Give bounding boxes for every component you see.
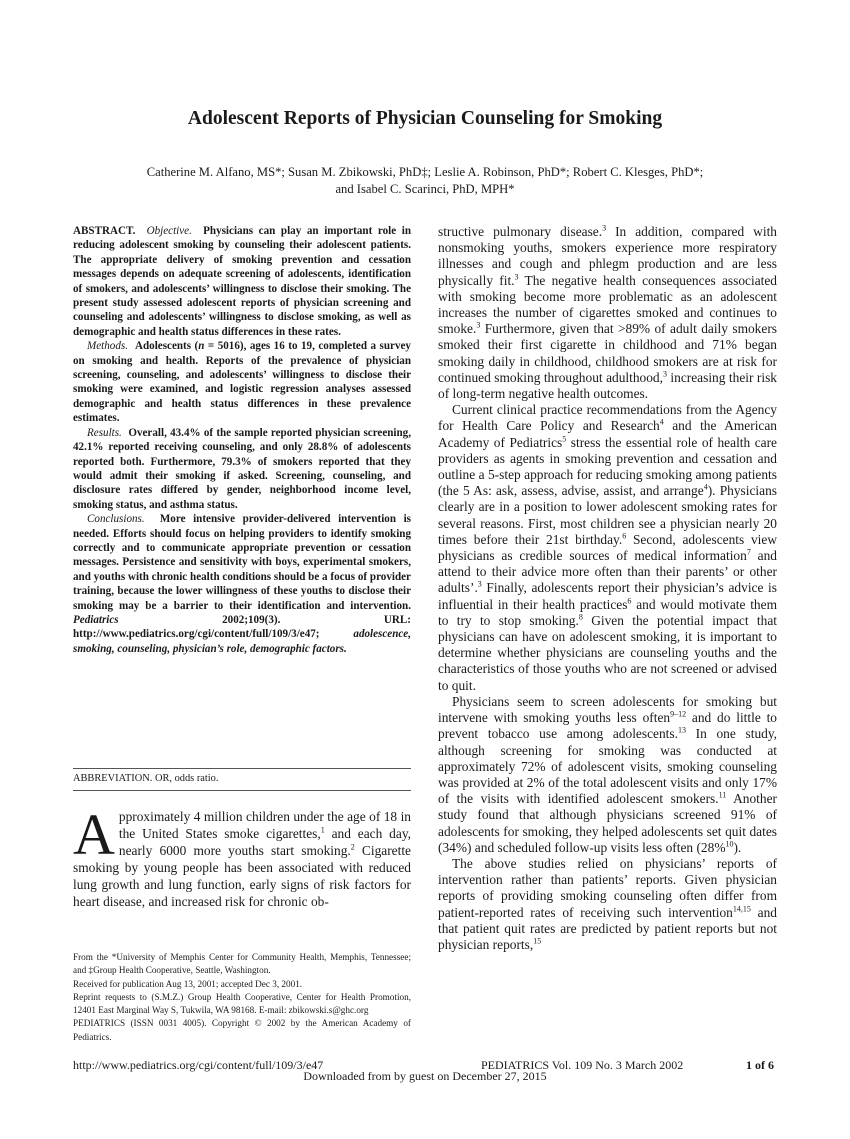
- abstract-conclusions: [73, 512, 411, 656]
- objective-label: Objective.: [146, 225, 192, 237]
- reference-marker: 13: [677, 725, 686, 735]
- reference-marker: 15: [533, 936, 542, 946]
- reference-marker: 8: [578, 612, 583, 622]
- abstract-heading: ABSTRACT.: [73, 225, 136, 237]
- methods-n: n: [198, 340, 205, 353]
- abbreviation-box: ABBREVIATION. OR, odds ratio.: [73, 768, 411, 791]
- copyright-line: PEDIATRICS (ISSN 0031 4005). Copyright © 2002 by the American Academy of Pediatrics.: [73, 1018, 411, 1042]
- citation-text: 2002;109(3). URL: http://www.pediatrics.org/cgi/content/full/109/3/e47;: [73, 613, 411, 641]
- author-list: [60, 164, 790, 198]
- author-line-2: and Isabel C. Scarinci, PhD, MPH*: [335, 182, 515, 196]
- intro-paragraph: [73, 802, 411, 911]
- paragraph-text: and would motivate them to try to stop smoking.: [438, 596, 777, 628]
- methods-text-a: Adolescents (: [134, 340, 199, 353]
- footer-journal: PEDIATRICS Vol. 109 No. 3 March 2002: [481, 1058, 684, 1072]
- author-line-1: Catherine M. Alfano, MS*; Susan M. Zbikowski, PhD‡; Leslie A. Robinson, PhD*; Robert C. Klesges, PhD*;: [146, 165, 704, 179]
- conclusions-label: Conclusions.: [87, 513, 145, 526]
- body-paragraph-3: [438, 694, 777, 856]
- reference-marker: 1: [320, 825, 325, 835]
- download-notice: Downloaded from by guest on December 27, 2015: [303, 1069, 547, 1083]
- reference-marker: 10: [725, 839, 734, 849]
- reference-marker: 3: [476, 320, 481, 330]
- objective-text: Physicians can play an important role in reducing adolescent smoking by counseling their adolescent patients. The appropriate delivery of smoking prevention and cessation messages depends on adequate screening of adolescents, identification of smokers, and adolescents’ willingness to disclose their smoking. The present study assessed adolescent reports of physician screening and counseling and adolescents’ willingness to disclose smoking, as well as demographic and health status differences in these rates.: [73, 225, 412, 338]
- intro-text-3: Cigarette smoking by young people has been associated with reduced lung growth and lung function, early signs of risk factors for heart disease, and increased risk for chronic ob-: [73, 843, 411, 910]
- reference-marker: 4: [659, 417, 664, 427]
- introduction: [73, 802, 411, 911]
- reference-marker: 7: [746, 547, 751, 557]
- reference-marker: 3: [477, 580, 482, 589]
- paragraph-text: and the American Academy of Pediatrics: [438, 418, 777, 450]
- paragraph-text: The above studies relied on physicians’ reports of intervention rather than patients’ reports. Given physician reports of providing smoking counseling often differ from patient-reported rates of receiving such intervention: [438, 855, 777, 920]
- received-line: Received for publication Aug 13, 2001; accepted Dec 3, 2001.: [73, 978, 303, 989]
- reference-marker: 5: [562, 434, 567, 444]
- paragraph-text: Given the potential impact that physicians can have on adolescent smoking, it is important to determine whether physicians are counseling youths and the characteristics of those youths who are not screened or advised to quit.: [438, 612, 777, 693]
- body-paragraph-4: [438, 856, 777, 953]
- reference-marker: 3: [514, 272, 519, 282]
- abstract-objective: [73, 224, 411, 339]
- reference-marker: 3: [662, 369, 667, 379]
- reference-marker: 6: [622, 531, 627, 541]
- citation-journal: Pediatrics: [73, 613, 119, 626]
- paragraph-text: Furthermore, given that >89% of adult daily smokers smoked their first cigarette in childhood and 71% began smoking daily in childhood, childhood smokers are at risk for continued smoking throughout adulthood,: [438, 321, 777, 385]
- paragraph-text: stress the essential role of health care providers as agents in smoking prevention and cessation and outline a 5-step approach for reducing smoking among patients (the 5 As: ask, assess, advise, assist, and arrange: [438, 434, 778, 499]
- paragraph-text: structive pulmonary disease.: [438, 224, 603, 239]
- affiliation-footnote: [73, 951, 411, 1044]
- paragraph-text: and that patient quit rates are predicted by patient reports but not physician reports,: [438, 904, 777, 952]
- results-text: Overall, 43.4% of the sample reported physician screening, 42.1% reported receiving counseling, and only 28.8% of adolescents reported both. Furthermore, 79.3% of smokers reported that they would admit their smoking if asked. Screening, counseling, and disclosure rates differed by gender, neighborhood income level, smoking status, and asthma status.: [73, 426, 412, 511]
- paragraph-text: The negative health consequences associated with smoking become more problematic as an adolescent increases the number of cigarettes smoked and continues to smoke.: [438, 272, 777, 337]
- reference-marker: 14,15: [732, 904, 751, 914]
- right-column: [438, 224, 777, 953]
- paragraph-text: ). Physicians clearly are in a position to lower adolescent smoking rates for several reasons. First, most children see a physician nearly 20 times before their 21st birthday.: [438, 483, 777, 547]
- affiliation-line: From the *University of Memphis Center for Community Health, Memphis, Tennessee; and ‡Group Health Cooperative, Seattle, Washington.: [73, 952, 411, 976]
- paragraph-text: Physicians seem to screen adolescents for smoking but intervene with smoking youths less often: [438, 693, 777, 726]
- paragraph-text: In addition, compared with nonsmoking youths, smokers experience more respiratory illnesses and cough and phlegm production and are less physically fit.: [438, 224, 777, 288]
- page-number: 1 of 6: [746, 1058, 774, 1072]
- reprint-line: Reprint requests to (S.M.Z.) Group Health Cooperative, Center for Health Promotion, 12401 East Marginal Way S, Tukwila, WA 98168. E-mail: zbikowski.s@ghc.org: [73, 991, 411, 1016]
- intro-text-1: pproximately 4 million children under the age of 18 in the United States smoke cigarettes,: [118, 809, 411, 842]
- paragraph-text: increasing their risk of long-term negative health outcomes.: [438, 369, 777, 402]
- drop-cap: A: [73, 802, 115, 867]
- reference-marker: 6: [627, 596, 632, 606]
- conclusions-text: More intensive provider-delivered intervention is needed. Efforts should focus on helping providers to identify smoking correctly and to communicate appropriate prevention or cessation messages. Persistence and sensitivity with boys, experimental smokers, and youths with chronic health conditions should be a focus of provider training, because the lower willingness of these youths to disclose their smoking may be a barrier to their identification and intervention.: [73, 513, 412, 612]
- abstract: [73, 224, 411, 656]
- reference-marker: 11: [718, 790, 727, 800]
- paragraph-text: and attend to their advice more often than their parents’ or other adults’.: [438, 548, 777, 596]
- methods-label: Methods.: [87, 340, 128, 353]
- intro-text-2: and each day, nearly 6000 more youths start smoking.: [118, 826, 411, 859]
- paragraph-text: In one study, although screening for smoking was conducted at approximately 72% of adolescent visits, smoking counseling was provided at 2% of the total adolescent visits and only 17% of the visits with identified adolescent smokers.: [438, 726, 778, 807]
- body-paragraph-1: [438, 224, 777, 402]
- reference-marker: 3: [602, 223, 607, 233]
- reference-marker: 4: [703, 482, 708, 492]
- paragraph-text: ).: [733, 839, 742, 855]
- reference-marker: 2: [350, 842, 355, 852]
- footer-url: http://www.pediatrics.org/cgi/content/full/109/3/e47: [73, 1058, 324, 1072]
- keywords: adolescence, smoking, counseling, physician’s role, demographic factors.: [73, 628, 411, 655]
- abstract-methods: [73, 339, 411, 425]
- paragraph-text: and do little to prevent tobacco use among adolescents.: [438, 710, 777, 742]
- article-title: Adolescent Reports of Physician Counseling for Smoking: [187, 108, 663, 129]
- body-paragraph-2: [438, 402, 777, 694]
- reference-marker: 9–12: [670, 709, 687, 719]
- methods-text-b: = 5016), ages 16 to 19, completed a survey on smoking and health. Reports of the prevalence of physician screening, counseling, and adolescents’ willingness to disclose their smoking were examined, and logistic regression analyses assessed demographic and health status differences in these prevalence estimates.: [73, 340, 411, 425]
- paragraph-text: Second, adolescents view physicians as credible sources of medical information: [438, 531, 777, 564]
- paragraph-text: Current clinical practice recommendations from the Agency for Health Care Policy and Research: [438, 402, 777, 434]
- abstract-results: [73, 426, 411, 512]
- paragraph-text: Finally, adolescents report their physician’s advice is influential in their health practices: [438, 580, 777, 612]
- paragraph-text: Another study found that although physicians screened 91% of adolescents for smoking, they helped adolescents set quit dates (34%) and scheduled follow-up visits less often (28%: [438, 791, 777, 855]
- results-label: Results.: [87, 426, 122, 439]
